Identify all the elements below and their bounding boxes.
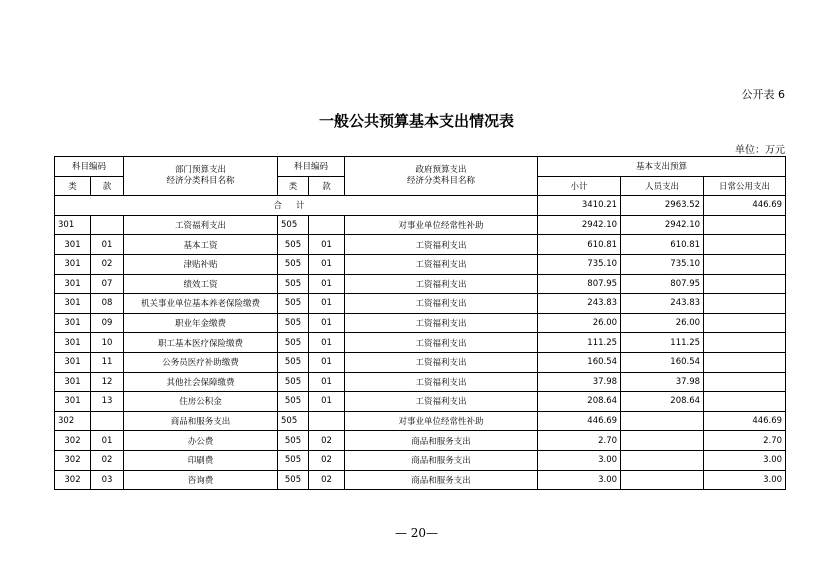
gov-name-cell: 工资福利支出 <box>345 313 538 333</box>
dept-name-cell: 办公费 <box>124 431 278 451</box>
total-personnel: 2963.52 <box>621 196 704 216</box>
table-row <box>55 450 786 470</box>
table-row <box>55 333 786 353</box>
table-row <box>55 254 786 274</box>
subtotal-header: 小计 <box>538 176 621 196</box>
gov-name-cell: 工资福利支出 <box>345 254 538 274</box>
dept-name-cell: 商品和服务支出 <box>124 411 278 431</box>
gov-name-cell: 工资福利支出 <box>345 294 538 314</box>
page-title: 一般公共预算基本支出情况表 <box>318 112 514 130</box>
gov-class-header: 类 <box>278 176 309 196</box>
dept-class-cell: 302 <box>55 431 91 451</box>
gov-class-cell: 505 <box>278 254 309 274</box>
gov-item-cell: 01 <box>309 235 345 255</box>
gov-item-cell <box>309 215 345 235</box>
dept-name-cell: 绩效工资 <box>124 274 278 294</box>
gov-name-cell: 工资福利支出 <box>345 352 538 372</box>
dept-item-cell: 02 <box>91 450 124 470</box>
daily-public-cell <box>704 274 786 294</box>
dept-item-cell: 03 <box>91 470 124 490</box>
daily-public-cell <box>704 215 786 235</box>
gov-item-cell: 01 <box>309 313 345 333</box>
subtotal-cell: 3.00 <box>538 470 621 490</box>
table-body <box>55 196 786 490</box>
gov-item-cell: 01 <box>309 294 345 314</box>
gov-name-cell: 对事业单位经常性补助 <box>345 215 538 235</box>
dept-name-header-line1: 部门预算支出 <box>175 165 227 176</box>
daily-public-cell <box>704 333 786 353</box>
personnel-cell: 26.00 <box>621 313 704 333</box>
gov-item-cell: 01 <box>309 254 345 274</box>
gov-class-cell: 505 <box>278 450 309 470</box>
dept-item-cell: 12 <box>91 372 124 392</box>
personnel-cell: 735.10 <box>621 254 704 274</box>
gov-class-cell: 505 <box>278 470 309 490</box>
total-label-cell <box>55 196 538 216</box>
gov-name-header-line1: 政府预算支出 <box>415 165 467 176</box>
gov-class-cell: 505 <box>278 274 309 294</box>
dept-class-cell: 301 <box>55 254 91 274</box>
gov-class-cell: 505 <box>278 372 309 392</box>
personnel-cell: 160.54 <box>621 352 704 372</box>
gov-item-cell: 02 <box>309 470 345 490</box>
table-row <box>55 274 786 294</box>
gov-name-cell: 商品和服务支出 <box>345 431 538 451</box>
dept-item-cell: 08 <box>91 294 124 314</box>
table-row <box>55 294 786 314</box>
dept-name-cell: 津贴补贴 <box>124 254 278 274</box>
gov-name-cell: 工资福利支出 <box>345 372 538 392</box>
dept-name-cell: 工资福利支出 <box>124 215 278 235</box>
subtotal-cell: 2942.10 <box>538 215 621 235</box>
subtotal-cell: 807.95 <box>538 274 621 294</box>
gov-name-cell: 商品和服务支出 <box>345 470 538 490</box>
daily-public-cell <box>704 313 786 333</box>
gov-code-header: 科目编码 <box>278 157 345 177</box>
dept-class-cell: 301 <box>55 274 91 294</box>
dept-class-cell: 302 <box>55 411 91 431</box>
daily-public-cell <box>704 294 786 314</box>
dept-name-cell: 印刷费 <box>124 450 278 470</box>
subtotal-cell: 160.54 <box>538 352 621 372</box>
gov-class-cell: 505 <box>278 333 309 353</box>
subtotal-cell: 3.00 <box>538 450 621 470</box>
dept-name-cell: 基本工资 <box>124 235 278 255</box>
table-number-label: 公开表 6 <box>741 88 785 101</box>
total-subtotal: 3410.21 <box>538 196 621 216</box>
subtotal-cell: 735.10 <box>538 254 621 274</box>
daily-public-cell <box>704 392 786 412</box>
dept-name-cell: 职工基本医疗保险缴费 <box>124 333 278 353</box>
gov-name-header-line2: 经济分类科目名称 <box>407 176 476 187</box>
dept-name-cell: 机关事业单位基本养老保险缴费 <box>124 294 278 314</box>
gov-class-cell: 505 <box>278 313 309 333</box>
dept-item-cell <box>91 215 124 235</box>
total-label: 合计 <box>273 201 319 212</box>
gov-item-cell: 02 <box>309 431 345 451</box>
gov-item-cell <box>309 411 345 431</box>
gov-item-cell: 02 <box>309 450 345 470</box>
table-row <box>55 372 786 392</box>
dept-item-cell: 10 <box>91 333 124 353</box>
dept-class-header: 类 <box>55 176 91 196</box>
daily-public-cell: 3.00 <box>704 470 786 490</box>
gov-class-cell: 505 <box>278 294 309 314</box>
gov-name-cell: 工资福利支出 <box>345 392 538 412</box>
gov-item-header: 款 <box>309 176 345 196</box>
personnel-cell <box>621 411 704 431</box>
table-row <box>55 215 786 235</box>
gov-item-cell: 01 <box>309 352 345 372</box>
dept-name-cell: 住房公积金 <box>124 392 278 412</box>
dept-name-cell: 咨询费 <box>124 470 278 490</box>
dept-name-cell: 职业年金缴费 <box>124 313 278 333</box>
dept-class-cell: 301 <box>55 294 91 314</box>
gov-class-cell: 505 <box>278 352 309 372</box>
subtotal-cell: 208.64 <box>538 392 621 412</box>
budget-table <box>54 156 786 490</box>
personnel-cell: 111.25 <box>621 333 704 353</box>
dept-item-cell: 09 <box>91 313 124 333</box>
gov-name-cell: 商品和服务支出 <box>345 450 538 470</box>
daily-public-header: 日常公用支出 <box>704 176 786 196</box>
gov-item-cell: 01 <box>309 333 345 353</box>
personnel-header: 人员支出 <box>621 176 704 196</box>
table-row <box>55 235 786 255</box>
daily-public-cell <box>704 254 786 274</box>
gov-name-cell: 工资福利支出 <box>345 333 538 353</box>
personnel-cell <box>621 450 704 470</box>
daily-public-cell: 446.69 <box>704 411 786 431</box>
subtotal-cell: 610.81 <box>538 235 621 255</box>
page-number: — 20— <box>394 526 439 540</box>
gov-class-cell: 505 <box>278 392 309 412</box>
dept-name-cell: 其他社会保障缴费 <box>124 372 278 392</box>
dept-item-cell: 07 <box>91 274 124 294</box>
personnel-cell <box>621 470 704 490</box>
table-row <box>55 313 786 333</box>
dept-item-cell: 13 <box>91 392 124 412</box>
gov-item-cell: 01 <box>309 392 345 412</box>
subtotal-cell: 2.70 <box>538 431 621 451</box>
gov-class-cell: 505 <box>278 411 309 431</box>
gov-class-cell: 505 <box>278 431 309 451</box>
gov-class-cell: 505 <box>278 215 309 235</box>
dept-class-cell: 302 <box>55 470 91 490</box>
gov-item-cell: 01 <box>309 372 345 392</box>
subtotal-cell: 446.69 <box>538 411 621 431</box>
dept-class-cell: 301 <box>55 333 91 353</box>
dept-item-cell <box>91 411 124 431</box>
daily-public-cell <box>704 235 786 255</box>
table-row <box>55 411 786 431</box>
basic-budget-header: 基本支出预算 <box>538 157 786 177</box>
dept-item-cell: 11 <box>91 352 124 372</box>
personnel-cell: 37.98 <box>621 372 704 392</box>
personnel-cell: 208.64 <box>621 392 704 412</box>
dept-class-cell: 301 <box>55 372 91 392</box>
gov-name-header <box>345 157 538 196</box>
dept-item-header: 款 <box>91 176 124 196</box>
personnel-cell <box>621 431 704 451</box>
dept-code-header: 科目编码 <box>55 157 124 177</box>
gov-name-cell: 工资福利支出 <box>345 274 538 294</box>
subtotal-cell: 243.83 <box>538 294 621 314</box>
table-header <box>55 157 786 196</box>
dept-class-cell: 301 <box>55 215 91 235</box>
dept-name-header <box>124 157 278 196</box>
dept-class-cell: 302 <box>55 450 91 470</box>
daily-public-cell <box>704 372 786 392</box>
daily-public-cell <box>704 352 786 372</box>
dept-item-cell: 01 <box>91 235 124 255</box>
dept-item-cell: 01 <box>91 431 124 451</box>
gov-name-cell: 工资福利支出 <box>345 235 538 255</box>
gov-item-cell: 01 <box>309 274 345 294</box>
subtotal-cell: 111.25 <box>538 333 621 353</box>
table-row <box>55 431 786 451</box>
dept-class-cell: 301 <box>55 352 91 372</box>
dept-name-header-line2: 经济分类科目名称 <box>166 176 235 187</box>
dept-class-cell: 301 <box>55 392 91 412</box>
personnel-cell: 610.81 <box>621 235 704 255</box>
subtotal-cell: 26.00 <box>538 313 621 333</box>
total-row <box>55 196 786 216</box>
subtotal-cell: 37.98 <box>538 372 621 392</box>
dept-class-cell: 301 <box>55 313 91 333</box>
gov-class-cell: 505 <box>278 235 309 255</box>
personnel-cell: 2942.10 <box>621 215 704 235</box>
unit-label: 单位：万元 <box>735 145 785 156</box>
personnel-cell: 243.83 <box>621 294 704 314</box>
dept-item-cell: 02 <box>91 254 124 274</box>
table-row <box>55 470 786 490</box>
personnel-cell: 807.95 <box>621 274 704 294</box>
gov-name-cell: 对事业单位经常性补助 <box>345 411 538 431</box>
daily-public-cell: 2.70 <box>704 431 786 451</box>
daily-public-cell: 3.00 <box>704 450 786 470</box>
table-row <box>55 392 786 412</box>
dept-class-cell: 301 <box>55 235 91 255</box>
dept-name-cell: 公务员医疗补助缴费 <box>124 352 278 372</box>
total-daily-public: 446.69 <box>704 196 786 216</box>
table-row <box>55 352 786 372</box>
